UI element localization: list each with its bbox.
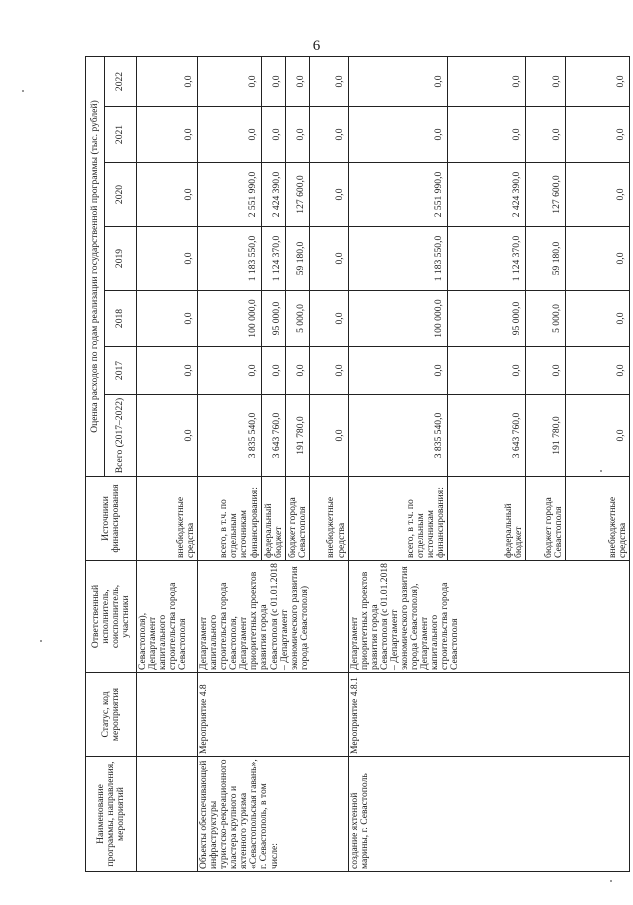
header-status: Статус, код мероприятия xyxy=(86,673,137,757)
header-executor: Ответственный исполнитель, соисполнитель, участники xyxy=(86,561,137,673)
value-cell: 0,0 xyxy=(566,163,630,227)
value-cell: 1 124 370,0 xyxy=(448,227,526,291)
value-cell: 95 000,0 xyxy=(448,291,526,347)
value-cell: 0,0 xyxy=(566,56,630,106)
status-cell xyxy=(136,673,197,757)
value-cell: 0,0 xyxy=(310,163,348,227)
source-cell: бюджет города Севастополя xyxy=(286,477,310,561)
source-cell: всего, в т.ч. по отдельным источникам финансирования: xyxy=(198,477,261,561)
header-year-2017: 2017 xyxy=(105,347,137,395)
source-cell: всего, в т.ч. по отдельным источникам финансирования: xyxy=(348,477,447,561)
status-cell: Мероприятие 4.8.1 xyxy=(348,673,629,757)
value-cell: 5 000,0 xyxy=(526,291,566,347)
rotated-table-container xyxy=(85,57,630,872)
value-cell: 0,0 xyxy=(566,347,630,395)
header-year-2021: 2021 xyxy=(105,107,137,163)
source-cell: внебюджетные средства xyxy=(310,477,348,561)
status-cell: Мероприятие 4.8 xyxy=(198,673,348,757)
header-source: Источники финансирования xyxy=(86,477,137,561)
table-row xyxy=(348,56,447,871)
executor-cell: Департамент капитального строительства города Севастополя, Департамент приоритетных проектов развития города Севастополя (с 01.01.2018 – Департамент экономического развития города Севастополя) xyxy=(198,561,348,673)
value-cell: 0,0 xyxy=(286,347,310,395)
name-cell: создание яхтенной марины, г. Севастополь xyxy=(348,757,629,872)
value-cell: 3 835 540,0 xyxy=(348,395,447,477)
value-cell: 2 551 990,0 xyxy=(348,163,447,227)
header-year-2018: 2018 xyxy=(105,291,137,347)
value-cell: 0,0 xyxy=(198,107,261,163)
source-cell: внебюджетные средства xyxy=(566,477,630,561)
value-cell: 0,0 xyxy=(261,347,285,395)
value-cell: 0,0 xyxy=(310,227,348,291)
value-cell: 0,0 xyxy=(348,107,447,163)
value-cell: 1 183 550,0 xyxy=(198,227,261,291)
value-cell: 1 183 550,0 xyxy=(348,227,447,291)
value-cell: 3 643 760,0 xyxy=(448,395,526,477)
value-cell: 0,0 xyxy=(526,56,566,106)
financing-table xyxy=(85,56,630,872)
value-cell: 0,0 xyxy=(310,395,348,477)
value-cell: 127 600,0 xyxy=(526,163,566,227)
value-cell: 2 551 990,0 xyxy=(198,163,261,227)
value-cell: 0,0 xyxy=(310,347,348,395)
scan-speck xyxy=(22,90,24,92)
value-cell: 0,0 xyxy=(348,56,447,106)
source-cell: бюджет города Севастополя xyxy=(526,477,566,561)
value-cell: 0,0 xyxy=(136,107,197,163)
name-cell: Объекты обеспечивающей инфраструктуры туристско-рекреационного кластера крупного и яхтенного туризма «Севастопольская гавань», г. Севастополь, в том числе: xyxy=(198,757,348,872)
page-number: 6 xyxy=(312,38,321,54)
value-cell: 100 000,0 xyxy=(198,291,261,347)
value-cell: 5 000,0 xyxy=(286,291,310,347)
value-cell: 59 180,0 xyxy=(526,227,566,291)
value-cell: 3 835 540,0 xyxy=(198,395,261,477)
value-cell: 59 180,0 xyxy=(286,227,310,291)
header-estimate: Оценка расходов по годам реализации государственной программы (тыс. рублей) xyxy=(86,56,105,476)
value-cell: 0,0 xyxy=(566,107,630,163)
value-cell: 0,0 xyxy=(198,56,261,106)
value-cell: 3 643 760,0 xyxy=(261,395,285,477)
value-cell: 0,0 xyxy=(286,107,310,163)
value-cell: 191 780,0 xyxy=(526,395,566,477)
table-row xyxy=(198,56,261,871)
value-cell: 0,0 xyxy=(136,227,197,291)
value-cell: 0,0 xyxy=(566,227,630,291)
value-cell: 2 424 390,0 xyxy=(448,163,526,227)
value-cell: 0,0 xyxy=(448,56,526,106)
value-cell: 0,0 xyxy=(310,291,348,347)
value-cell: 127 600,0 xyxy=(286,163,310,227)
value-cell: 0,0 xyxy=(310,56,348,106)
header-year-2019: 2019 xyxy=(105,227,137,291)
value-cell: 0,0 xyxy=(566,291,630,347)
value-cell: 0,0 xyxy=(136,56,197,106)
value-cell: 0,0 xyxy=(136,347,197,395)
scan-speck xyxy=(40,640,42,642)
value-cell: 0,0 xyxy=(310,107,348,163)
value-cell: 2 424 390,0 xyxy=(261,163,285,227)
header-year-2022: 2022 xyxy=(105,56,137,106)
value-cell: 0,0 xyxy=(566,395,630,477)
header-total: Всего (2017–2022) xyxy=(105,395,137,477)
value-cell: 95 000,0 xyxy=(261,291,285,347)
value-cell: 0,0 xyxy=(286,56,310,106)
executor-cell: Департамент приоритетных проектов развития города Севастополя (с 01.01.2018 – Департамент экономического развития города Севастополя), Департамент капитального строительства города Севастополя xyxy=(348,561,629,673)
table-row xyxy=(136,56,197,871)
value-cell: 100 000,0 xyxy=(348,291,447,347)
value-cell: 0,0 xyxy=(136,395,197,477)
header-year-2020: 2020 xyxy=(105,163,137,227)
scan-speck xyxy=(610,880,612,882)
value-cell: 0,0 xyxy=(448,347,526,395)
value-cell: 1 124 370,0 xyxy=(261,227,285,291)
value-cell: 0,0 xyxy=(348,347,447,395)
header-name: Наименование программы, направления, мероприятий xyxy=(86,757,137,872)
executor-cell: Севастополя), Департамент капитального строительства города Севастополя xyxy=(136,561,197,673)
value-cell: 0,0 xyxy=(198,347,261,395)
name-cell xyxy=(136,757,197,872)
value-cell: 0,0 xyxy=(136,163,197,227)
source-cell: федеральный бюджет xyxy=(261,477,285,561)
scan-speck xyxy=(600,470,602,472)
value-cell: 0,0 xyxy=(448,107,526,163)
value-cell: 0,0 xyxy=(526,347,566,395)
value-cell: 0,0 xyxy=(136,291,197,347)
value-cell: 191 780,0 xyxy=(286,395,310,477)
value-cell: 0,0 xyxy=(261,107,285,163)
source-cell: федеральный бюджет xyxy=(448,477,526,561)
value-cell: 0,0 xyxy=(261,56,285,106)
value-cell: 0,0 xyxy=(526,107,566,163)
source-cell: внебюджетные средства xyxy=(136,477,197,561)
